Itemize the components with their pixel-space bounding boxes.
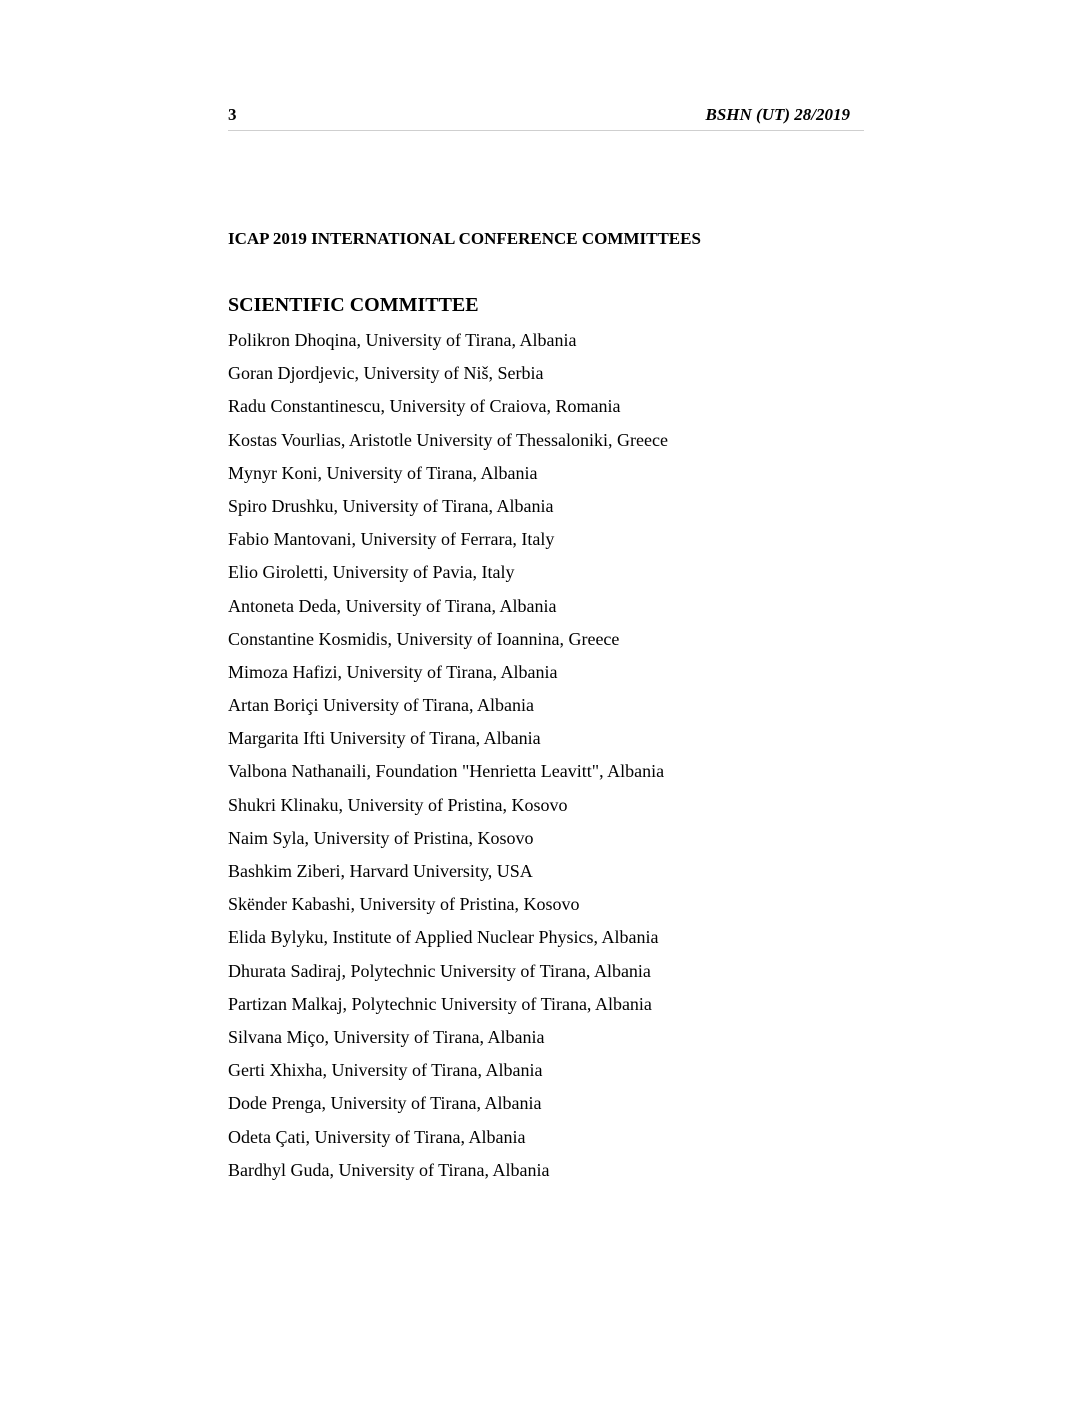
committee-member: Spiro Drushku, University of Tirana, Albania (228, 495, 554, 516)
committee-member: Elida Bylyku, Institute of Applied Nuclear Physics, Albania (228, 927, 659, 948)
committee-member: Odeta Çati, University of Tirana, Albania (228, 1126, 526, 1147)
committee-member: Bardhyl Guda, University of Tirana, Albania (228, 1159, 550, 1180)
committee-member: Mynyr Koni, University of Tirana, Albania (228, 462, 538, 483)
committee-member: Elio Giroletti, University of Pavia, Italy (228, 562, 515, 583)
committee-member: Artan Boriçi University of Tirana, Albania (228, 695, 534, 716)
committee-member: Radu Constantinescu, University of Craiova, Romania (228, 396, 621, 417)
committee-member: Shukri Klinaku, University of Pristina, Kosovo (228, 794, 568, 815)
committee-member: Fabio Mantovani, University of Ferrara, Italy (228, 529, 555, 550)
page-number: 3 (228, 105, 237, 124)
committee-member: Goran Djordjevic, University of Niš, Serbia (228, 363, 544, 384)
committee-member: Silvana Miço, University of Tirana, Albania (228, 1026, 545, 1047)
committee-member: Naim Syla, University of Pristina, Kosovo (228, 827, 534, 848)
section-heading-scientific-committee: SCIENTIFIC COMMITTEE (228, 294, 479, 316)
committee-member: Valbona Nathanaili, Foundation "Henrietta Leavitt", Albania (228, 761, 665, 782)
committee-member: Dode Prenga, University of Tirana, Albania (228, 1093, 542, 1114)
committee-member: Partizan Malkaj, Polytechnic University of Tirana, Albania (228, 993, 652, 1014)
committee-member: Constantine Kosmidis, University of Ioannina, Greece (228, 628, 620, 649)
document-title: ICAP 2019 INTERNATIONAL CONFERENCE COMMITTEES (228, 229, 701, 248)
committee-member-list (228, 327, 668, 1190)
committee-member: Skënder Kabashi, University of Pristina, Kosovo (228, 894, 580, 915)
committee-member: Kostas Vourlias, Aristotle University of Thessaloniki, Greece (228, 429, 668, 450)
committee-member: Gerti Xhixha, University of Tirana, Albania (228, 1060, 543, 1081)
committee-member: Margarita Ifti University of Tirana, Albania (228, 728, 541, 749)
committee-member: Mimoza Hafizi, University of Tirana, Albania (228, 661, 558, 682)
committee-member: Antoneta Deda, University of Tirana, Albania (228, 595, 557, 616)
committee-member: Dhurata Sadiraj, Polytechnic University of Tirana, Albania (228, 960, 651, 981)
committee-member: Bashkim Ziberi, Harvard University, USA (228, 861, 533, 881)
journal-reference: BSHN (UT) 28/2019 (705, 105, 850, 124)
committee-member: Polikron Dhoqina, University of Tirana, Albania (228, 330, 577, 350)
page-header (228, 104, 864, 131)
